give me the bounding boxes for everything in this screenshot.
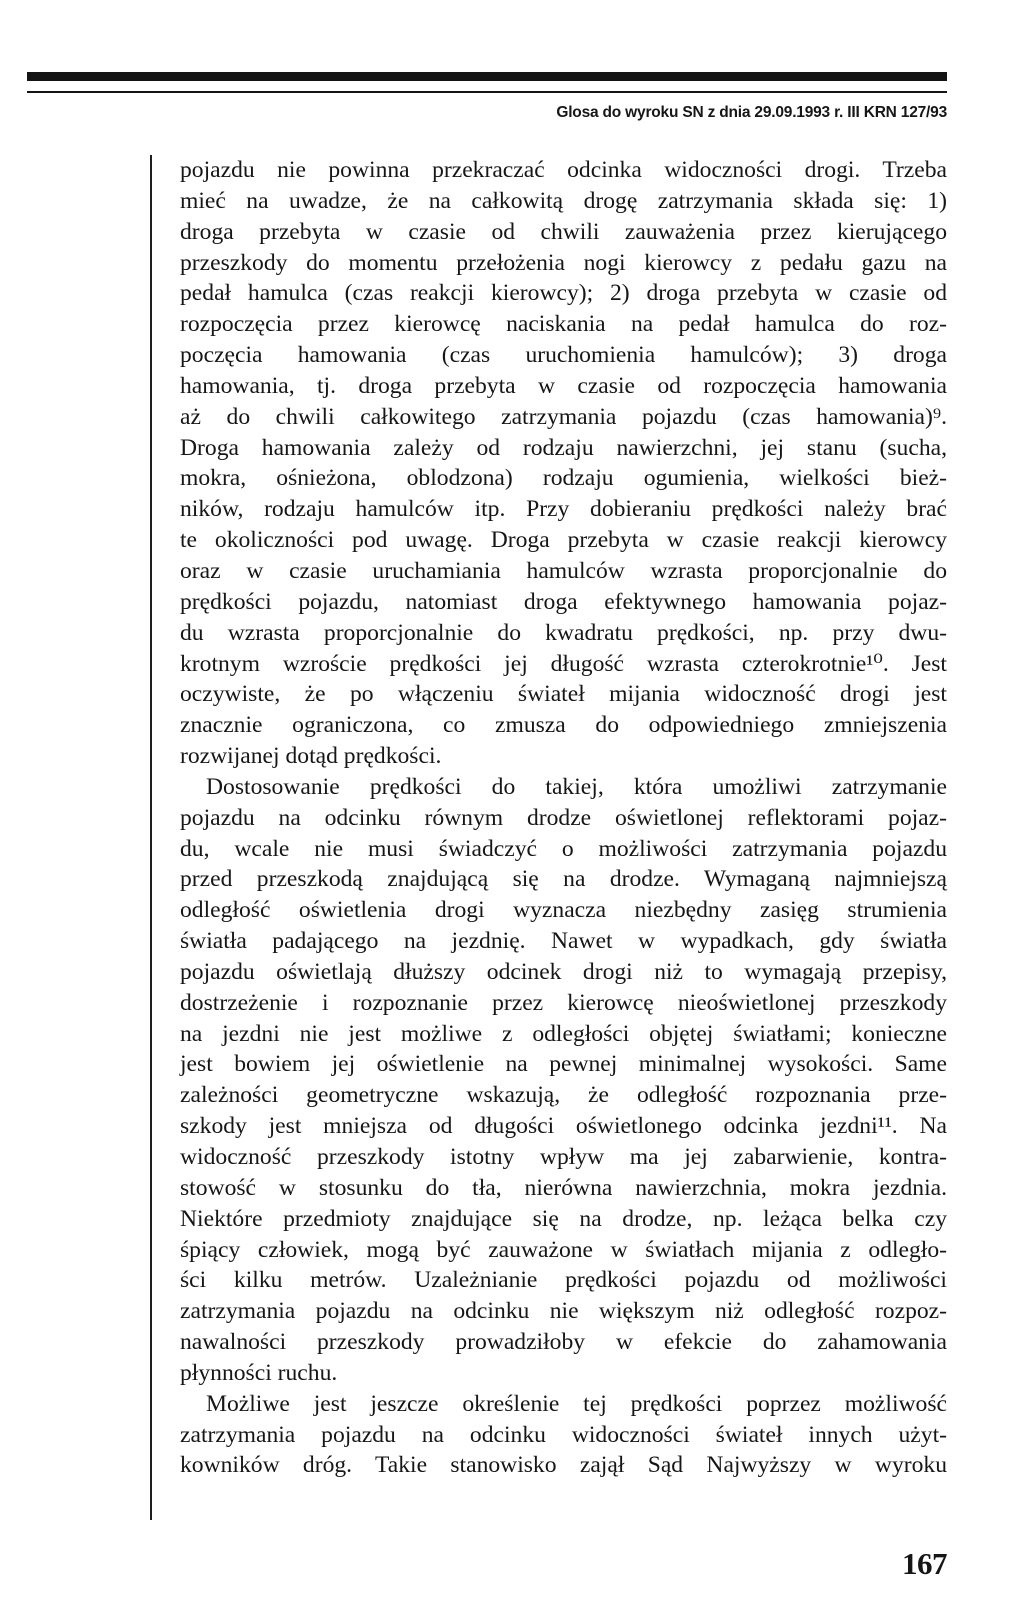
text-line: krotnym wzroście prędkości jej długość wzrasta czterokrotnie¹⁰. Jest [180, 650, 947, 677]
body-text [180, 155, 947, 1481]
page-number: 167 [902, 1546, 947, 1581]
text-line: przed przeszkodą znajdującą się na drodze. Wymaganą najmniejszą [180, 866, 947, 893]
text-line: du, wcale nie musi świadczyć o możliwości zatrzymania pojazdu [180, 835, 947, 862]
text-line: oczywiste, że po włączeniu świateł mijania widoczność drogi jest [180, 681, 947, 708]
text-line: światła padającego na jezdnię. Nawet w wypadkach, gdy światła [180, 928, 947, 955]
text-line: szkody jest mniejsza od długości oświetlonego odcinka jezdni¹¹. Na [180, 1113, 947, 1140]
text-line: du wzrasta proporcjonalnie do kwadratu prędkości, np. przy dwu- [180, 619, 947, 646]
text-line: Niektóre przedmioty znajdujące się na drodze, np. leżąca belka czy [180, 1205, 947, 1232]
text-line: przeszkody do momentu przełożenia nogi kierowcy z pedału gazu na [180, 249, 947, 276]
margin-bar [150, 155, 152, 1520]
text-line: zależności geometryczne wskazują, że odległość rozpoznania prze- [180, 1082, 947, 1109]
text-line: stowość w stosunku do tła, nierówna nawierzchnia, mokra jezdnia. [180, 1174, 947, 1201]
header-rule-thin [27, 91, 947, 93]
text-line: zatrzymania pojazdu na odcinku nie większym niż odległość rozpoz- [180, 1298, 947, 1325]
text-line: na jezdni nie jest możliwe z odległości objętej światłami; konieczne [180, 1020, 947, 1047]
text-line: pojazdu nie powinna przekraczać odcinka widoczności drogi. Trzeba [180, 157, 947, 183]
text-line: Droga hamowania zależy od rodzaju nawierzchni, jej stanu (sucha, [180, 434, 947, 461]
text-line: poczęcia hamowania (czas uruchomienia hamulców); 3) droga [180, 342, 947, 369]
text-line: nawalności przeszkody prowadziłoby w efekcie do zahamowania [180, 1329, 947, 1356]
text-line: pedał hamulca (czas reakcji kierowcy); 2) droga przebyta w czasie od [180, 280, 947, 307]
text-line: śpiący człowiek, mogą być zauważone w światłach mijania z odległo- [180, 1236, 947, 1263]
text-line: płynności ruchu. [180, 1359, 338, 1386]
header-rule-thick [27, 72, 947, 81]
text-line: aż do chwili całkowitego zatrzymania pojazdu (czas hamowania)⁹. [180, 403, 947, 430]
text-line: zatrzymania pojazdu na odcinku widoczności świateł innych użyt- [180, 1421, 947, 1448]
text-line: hamowania, tj. droga przebyta w czasie od rozpoczęcia hamowania [180, 372, 947, 399]
text-line: oraz w czasie uruchamiania hamulców wzrasta proporcjonalnie do [180, 557, 947, 584]
text-line: dostrzeżenie i rozpoznanie przez kierowcę nieoświetlonej przeszkody [180, 989, 947, 1016]
text-line: znacznie ograniczona, co zmusza do odpowiedniego zmniejszenia [180, 712, 947, 739]
text-line: prędkości pojazdu, natomiast droga efektywnego hamowania pojaz- [180, 588, 947, 615]
text-line: pojazdu na odcinku równym drodze oświetlonej reflektorami pojaz- [180, 804, 947, 831]
running-header: Glosa do wyroku SN z dnia 29.09.1993 r. III KRN 127/93 [556, 104, 947, 121]
text-line: Dostosowanie prędkości do takiej, która umożliwi zatrzymanie [206, 773, 947, 800]
text-line: te okoliczności pod uwagę. Droga przebyta w czasie reakcji kierowcy [180, 527, 947, 554]
text-line: odległość oświetlenia drogi wyznacza niezbędny zasięg strumienia [180, 897, 947, 924]
text-line: rozpoczęcia przez kierowcę naciskania na pedał hamulca do roz- [180, 311, 947, 338]
text-line: rozwijanej dotąd prędkości. [180, 743, 442, 770]
text-line: mokra, ośnieżona, oblodzona) rodzaju ogumienia, wielkości bież- [180, 465, 947, 492]
text-line: pojazdu oświetlają dłuższy odcinek drogi niż to wymagają przepisy, [180, 958, 947, 985]
text-line: jest bowiem jej oświetlenie na pewnej minimalnej wysokości. Same [180, 1051, 947, 1078]
text-line: ści kilku metrów. Uzależnianie prędkości pojazdu od możliwości [180, 1267, 947, 1294]
text-line: widoczność przeszkody istotny wpływ ma jej zabarwienie, kontra- [180, 1144, 947, 1170]
text-line: droga przebyta w czasie od chwili zauważenia przez kierującego [180, 218, 947, 245]
text-line: kowników dróg. Takie stanowisko zajął Sąd Najwyższy w wyroku [180, 1452, 947, 1479]
text-line: Możliwe jest jeszcze określenie tej prędkości poprzez możliwość [206, 1390, 947, 1417]
text-line: mieć na uwadze, że na całkowitą drogę zatrzymania składa się: 1) [180, 187, 947, 214]
text-line: ników, rodzaju hamulców itp. Przy dobieraniu prędkości należy brać [180, 496, 947, 523]
